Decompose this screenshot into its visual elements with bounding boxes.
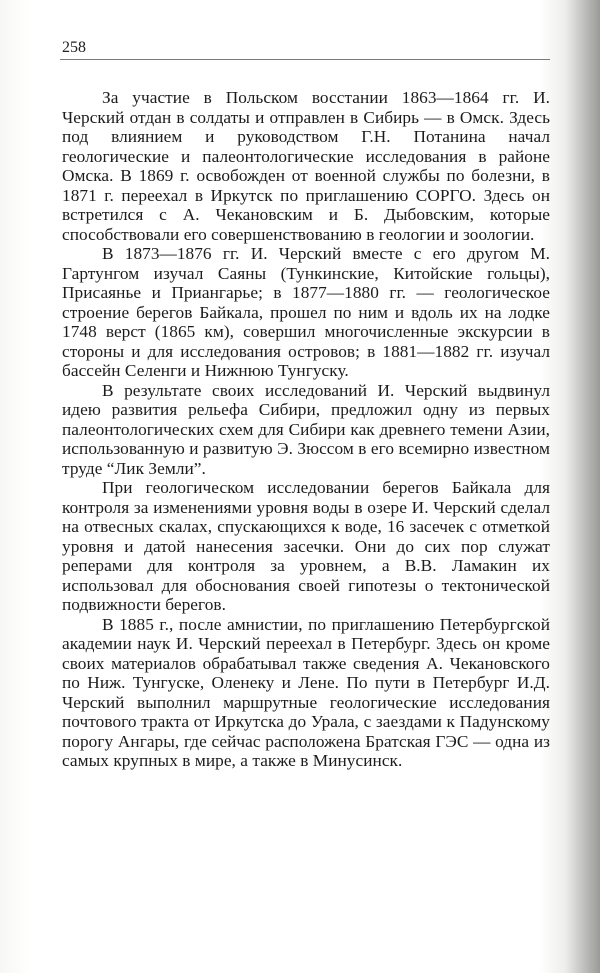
paragraph-4: При геологическом исследовании берегов Байкала для контроля за изменениями уровня воды в озере И. Черский сделал на отвесных скалах, спускающихся к воде, 16 засечек с отметкой уровня и датой нанесения засечки. Они до сих пор служат реперами для контроля за уровнем, а В.В. Ламакин их использовал для обоснования своей гипотезы о тектонической подвижности берегов. [62, 478, 550, 614]
paragraph-1: За участие в Польском восстании 1863—1864 гг. И. Черский отдан в солдаты и отправлен в Сибирь — в Омск. Здесь под влиянием и руководством Г.Н. Потанина начал геологические и палеонтологические исследования в районе Омска. В 1869 г. освобожден от военной службы по болезни, в 1871 г. переехал в Иркутск по приглашению СОРГО. Здесь он встретился с А. Чекановским и Б. Дыбовским, которые способствовали его совершенствованию в геологии и зоологии. [62, 88, 550, 244]
paragraph-2: В 1873—1876 гг. И. Черский вместе с его другом М. Гартунгом изучал Саяны (Тункинские, Китойские гольцы), Присаянье и Приангарье; в 1877—1880 гг. — геологическое строение берегов Байкала, прошел по ним и вдоль их на лодке 1748 верст (1865 км), совершил многочисленные экскурсии в стороны и для исследования островов; в 1881—1882 гг. изучал бассейн Селенги и Нижнюю Тунгуску. [62, 244, 550, 380]
body-text [62, 88, 550, 771]
paragraph-3: В результате своих исследований И. Черский выдвинул идею развития рельефа Сибири, предложил одну из первых палеонтологических схем для Сибири как древнего темени Азии, использованную и развитую Э. Зюсcом в его всемирно известном труде “Лик Земли”. [62, 380, 550, 478]
page-number: 258 [62, 39, 86, 56]
header-rule [60, 59, 550, 60]
paragraph-5: В 1885 г., после амнистии, по приглашению Петербургской академии наук И. Черский переехал в Петербург. Здесь он кроме своих материалов обрабатывал также сведения А. Чекановского по Ниж. Тунгуске, Оленеку и Лене. По пути в Петербург И.Д. Черский выполнил маршрутные геологические исследования почтового тракта от Иркутска до Урала, с заездами к Падунскому порогу Ангары, где сейчас расположена Братская ГЭС — одна из самых крупных в мире, а также в Минусинск. [62, 614, 550, 770]
